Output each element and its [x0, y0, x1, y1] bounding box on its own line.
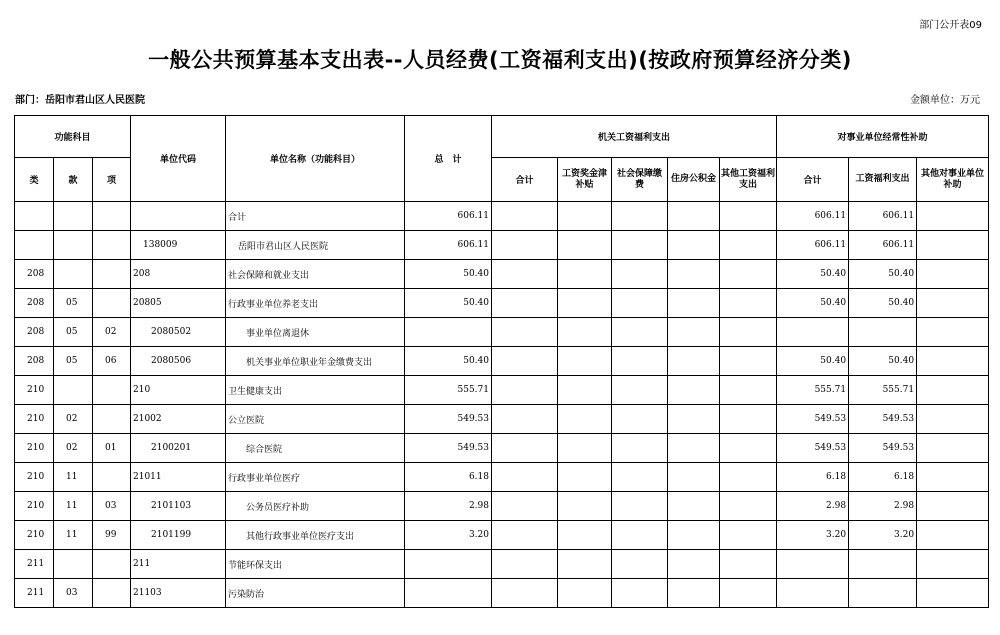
cell-inst-salary: 2.98: [849, 492, 917, 521]
cell-inst-other: [917, 231, 989, 260]
table-row: [15, 202, 989, 231]
cell-xiang: [93, 202, 131, 231]
cell-kuan: [54, 260, 93, 289]
cell-gov-social: [612, 550, 668, 579]
cell-gov-sum: [492, 231, 558, 260]
cell-kuan: [54, 550, 93, 579]
cell-gov-other: [720, 231, 777, 260]
cell-gov-housing: [668, 550, 720, 579]
cell-kuan: [54, 231, 93, 260]
amount-unit-label: 金额单位：万元: [910, 95, 980, 106]
cell-gov-housing: [668, 202, 720, 231]
cell-gov-housing: [668, 231, 720, 260]
xiang-header: 项: [93, 158, 131, 202]
cell-lei: 208: [15, 347, 54, 376]
table-row: [15, 405, 989, 434]
cell-gov-other: [720, 289, 777, 318]
cell-gov-housing: [668, 289, 720, 318]
cell-gov-bonus: [558, 521, 612, 550]
cell-total: 50.40: [405, 347, 492, 376]
cell-unit-code: 138009: [131, 231, 226, 260]
cell-xiang: 02: [93, 318, 131, 347]
table-row: [15, 492, 989, 521]
gov-housing-header: 住房公积金: [668, 158, 720, 202]
cell-inst-sum: 606.11: [777, 202, 849, 231]
cell-gov-sum: [492, 579, 558, 608]
cell-gov-social: [612, 492, 668, 521]
cell-gov-sum: [492, 376, 558, 405]
cell-inst-sum: 50.40: [777, 347, 849, 376]
cell-gov-bonus: [558, 202, 612, 231]
inst-salary-header: 工资福利支出: [849, 158, 917, 202]
cell-lei: [15, 231, 54, 260]
cell-unit-name: 公立医院: [226, 405, 405, 434]
gov-social-header: 社会保障缴费: [612, 158, 668, 202]
cell-lei: 210: [15, 434, 54, 463]
cell-unit-code: 208: [131, 260, 226, 289]
table-row: [15, 318, 989, 347]
cell-unit-code: [131, 202, 226, 231]
cell-inst-sum: 555.71: [777, 376, 849, 405]
cell-lei: 210: [15, 521, 54, 550]
cell-unit-name: 岳阳市君山区人民医院: [226, 231, 405, 260]
cell-gov-sum: [492, 260, 558, 289]
cell-gov-other: [720, 579, 777, 608]
table-row: [15, 260, 989, 289]
cell-gov-sum: [492, 550, 558, 579]
cell-xiang: [93, 405, 131, 434]
cell-inst-sum: [777, 550, 849, 579]
cell-unit-code: 21011: [131, 463, 226, 492]
cell-total: 606.11: [405, 231, 492, 260]
cell-inst-sum: 3.20: [777, 521, 849, 550]
cell-unit-name: 污染防治: [226, 579, 405, 608]
cell-gov-social: [612, 318, 668, 347]
inst-other-header: 其他对事业单位补助: [917, 158, 989, 202]
cell-total: 3.20: [405, 521, 492, 550]
department-label: 部门：岳阳市君山区人民医院: [15, 95, 145, 106]
cell-lei: 210: [15, 492, 54, 521]
cell-gov-sum: [492, 521, 558, 550]
cell-gov-sum: [492, 318, 558, 347]
lei-header: 类: [15, 158, 54, 202]
cell-unit-name: 综合医院: [226, 434, 405, 463]
table-row: [15, 521, 989, 550]
cell-unit-name: 机关事业单位职业年金缴费支出: [226, 347, 405, 376]
cell-gov-housing: [668, 579, 720, 608]
cell-total: [405, 550, 492, 579]
cell-inst-sum: 606.11: [777, 231, 849, 260]
cell-xiang: 06: [93, 347, 131, 376]
cell-gov-social: [612, 260, 668, 289]
cell-unit-code: 2101103: [131, 492, 226, 521]
unit-code-header: 单位代码: [131, 116, 226, 202]
cell-gov-housing: [668, 521, 720, 550]
cell-gov-bonus: [558, 579, 612, 608]
cell-gov-other: [720, 347, 777, 376]
cell-inst-salary: 3.20: [849, 521, 917, 550]
cell-inst-other: [917, 202, 989, 231]
cell-xiang: [93, 550, 131, 579]
cell-inst-salary: 50.40: [849, 347, 917, 376]
table-row: [15, 434, 989, 463]
cell-gov-housing: [668, 376, 720, 405]
cell-gov-sum: [492, 492, 558, 521]
cell-gov-sum: [492, 289, 558, 318]
cell-gov-housing: [668, 492, 720, 521]
cell-unit-name: 事业单位离退休: [226, 318, 405, 347]
cell-lei: 210: [15, 405, 54, 434]
cell-gov-housing: [668, 405, 720, 434]
cell-gov-other: [720, 434, 777, 463]
cell-inst-other: [917, 463, 989, 492]
cell-gov-other: [720, 492, 777, 521]
cell-kuan: 11: [54, 463, 93, 492]
gov-wage-group-header: 机关工资福利支出: [492, 116, 777, 158]
cell-gov-other: [720, 202, 777, 231]
cell-xiang: 99: [93, 521, 131, 550]
cell-total: 555.71: [405, 376, 492, 405]
cell-inst-sum: 2.98: [777, 492, 849, 521]
cell-lei: [15, 202, 54, 231]
cell-inst-salary: 549.53: [849, 434, 917, 463]
cell-inst-sum: 6.18: [777, 463, 849, 492]
cell-kuan: [54, 376, 93, 405]
cell-gov-other: [720, 405, 777, 434]
cell-lei: 210: [15, 376, 54, 405]
budget-table: [14, 115, 989, 608]
cell-unit-name: 公务员医疗补助: [226, 492, 405, 521]
cell-lei: 211: [15, 579, 54, 608]
cell-kuan: 11: [54, 492, 93, 521]
cell-unit-code: 21103: [131, 579, 226, 608]
cell-kuan: 05: [54, 318, 93, 347]
cell-gov-bonus: [558, 463, 612, 492]
cell-gov-other: [720, 376, 777, 405]
cell-inst-salary: [849, 550, 917, 579]
func-subject-header: 功能科目: [15, 116, 131, 158]
cell-gov-housing: [668, 463, 720, 492]
cell-inst-other: [917, 579, 989, 608]
cell-gov-bonus: [558, 231, 612, 260]
table-row: [15, 347, 989, 376]
gov-other-header: 其他工资福利支出: [720, 158, 777, 202]
cell-unit-name: 行政事业单位医疗: [226, 463, 405, 492]
cell-lei: 208: [15, 260, 54, 289]
cell-gov-other: [720, 260, 777, 289]
cell-unit-name: 合计: [226, 202, 405, 231]
cell-inst-salary: 606.11: [849, 231, 917, 260]
cell-total: 50.40: [405, 289, 492, 318]
cell-gov-other: [720, 550, 777, 579]
cell-inst-sum: 549.53: [777, 405, 849, 434]
cell-gov-housing: [668, 434, 720, 463]
inst-subsidy-group-header: 对事业单位经常性补助: [777, 116, 989, 158]
cell-inst-other: [917, 434, 989, 463]
cell-inst-salary: 606.11: [849, 202, 917, 231]
cell-gov-housing: [668, 260, 720, 289]
cell-inst-sum: 50.40: [777, 289, 849, 318]
cell-gov-sum: [492, 463, 558, 492]
table-row: [15, 463, 989, 492]
cell-kuan: 02: [54, 405, 93, 434]
table-row: [15, 376, 989, 405]
cell-gov-social: [612, 347, 668, 376]
cell-gov-bonus: [558, 289, 612, 318]
table-code: 部门公开表09: [919, 20, 982, 31]
cell-lei: 210: [15, 463, 54, 492]
cell-gov-social: [612, 376, 668, 405]
cell-inst-other: [917, 289, 989, 318]
cell-xiang: 01: [93, 434, 131, 463]
cell-gov-social: [612, 579, 668, 608]
cell-gov-social: [612, 231, 668, 260]
cell-gov-bonus: [558, 260, 612, 289]
cell-gov-social: [612, 463, 668, 492]
cell-gov-bonus: [558, 347, 612, 376]
cell-inst-other: [917, 521, 989, 550]
cell-unit-code: 2100201: [131, 434, 226, 463]
cell-inst-other: [917, 318, 989, 347]
cell-lei: 208: [15, 289, 54, 318]
cell-inst-salary: [849, 318, 917, 347]
table-row: [15, 231, 989, 260]
cell-gov-housing: [668, 347, 720, 376]
cell-total: 549.53: [405, 405, 492, 434]
cell-gov-social: [612, 405, 668, 434]
cell-xiang: [93, 463, 131, 492]
cell-total: 606.11: [405, 202, 492, 231]
cell-lei: 208: [15, 318, 54, 347]
cell-inst-other: [917, 492, 989, 521]
cell-unit-code: 211: [131, 550, 226, 579]
cell-inst-other: [917, 260, 989, 289]
cell-gov-social: [612, 202, 668, 231]
cell-xiang: [93, 579, 131, 608]
cell-kuan: [54, 202, 93, 231]
cell-gov-social: [612, 521, 668, 550]
cell-unit-code: 2101199: [131, 521, 226, 550]
cell-gov-sum: [492, 202, 558, 231]
cell-gov-bonus: [558, 550, 612, 579]
cell-kuan: 02: [54, 434, 93, 463]
unit-name-header: 单位名称（功能科目）: [226, 116, 405, 202]
cell-unit-name: 行政事业单位养老支出: [226, 289, 405, 318]
cell-gov-social: [612, 289, 668, 318]
cell-inst-salary: 6.18: [849, 463, 917, 492]
cell-xiang: [93, 231, 131, 260]
cell-gov-other: [720, 521, 777, 550]
cell-gov-sum: [492, 434, 558, 463]
kuan-header: 款: [54, 158, 93, 202]
table-body: [15, 202, 989, 608]
cell-unit-name: 其他行政事业单位医疗支出: [226, 521, 405, 550]
gov-bonus-header: 工资奖金津补贴: [558, 158, 612, 202]
cell-unit-code: 21002: [131, 405, 226, 434]
table-row: [15, 579, 989, 608]
cell-gov-sum: [492, 405, 558, 434]
cell-inst-salary: 549.53: [849, 405, 917, 434]
gov-sum-header: 合计: [492, 158, 558, 202]
cell-inst-other: [917, 376, 989, 405]
cell-gov-bonus: [558, 434, 612, 463]
cell-xiang: [93, 376, 131, 405]
cell-unit-name: 社会保障和就业支出: [226, 260, 405, 289]
cell-unit-name: 节能环保支出: [226, 550, 405, 579]
cell-gov-other: [720, 463, 777, 492]
cell-kuan: 11: [54, 521, 93, 550]
cell-unit-code: 20805: [131, 289, 226, 318]
cell-total: 6.18: [405, 463, 492, 492]
cell-gov-sum: [492, 347, 558, 376]
cell-inst-sum: 549.53: [777, 434, 849, 463]
cell-inst-other: [917, 347, 989, 376]
cell-inst-salary: 555.71: [849, 376, 917, 405]
cell-xiang: [93, 289, 131, 318]
cell-xiang: [93, 260, 131, 289]
total-header: 总 计: [405, 116, 492, 202]
cell-gov-bonus: [558, 405, 612, 434]
cell-inst-sum: [777, 579, 849, 608]
cell-total: 549.53: [405, 434, 492, 463]
cell-xiang: 03: [93, 492, 131, 521]
cell-inst-other: [917, 405, 989, 434]
cell-unit-name: 卫生健康支出: [226, 376, 405, 405]
cell-gov-bonus: [558, 492, 612, 521]
cell-total: 2.98: [405, 492, 492, 521]
cell-total: [405, 579, 492, 608]
cell-inst-sum: 50.40: [777, 260, 849, 289]
cell-gov-social: [612, 434, 668, 463]
cell-inst-salary: 50.40: [849, 260, 917, 289]
table-row: [15, 289, 989, 318]
cell-kuan: 05: [54, 289, 93, 318]
cell-kuan: 05: [54, 347, 93, 376]
cell-lei: 211: [15, 550, 54, 579]
cell-gov-housing: [668, 318, 720, 347]
cell-gov-bonus: [558, 376, 612, 405]
table-row: [15, 550, 989, 579]
cell-inst-salary: 50.40: [849, 289, 917, 318]
cell-kuan: 03: [54, 579, 93, 608]
cell-inst-salary: [849, 579, 917, 608]
cell-inst-sum: [777, 318, 849, 347]
cell-total: 50.40: [405, 260, 492, 289]
cell-unit-code: 2080502: [131, 318, 226, 347]
cell-gov-bonus: [558, 318, 612, 347]
cell-gov-other: [720, 318, 777, 347]
inst-sum-header: 合计: [777, 158, 849, 202]
cell-unit-code: 210: [131, 376, 226, 405]
page-title: 一般公共预算基本支出表--人员经费(工资福利支出)(按政府预算经济分类): [148, 48, 852, 72]
cell-total: [405, 318, 492, 347]
cell-inst-other: [917, 550, 989, 579]
cell-unit-code: 2080506: [131, 347, 226, 376]
